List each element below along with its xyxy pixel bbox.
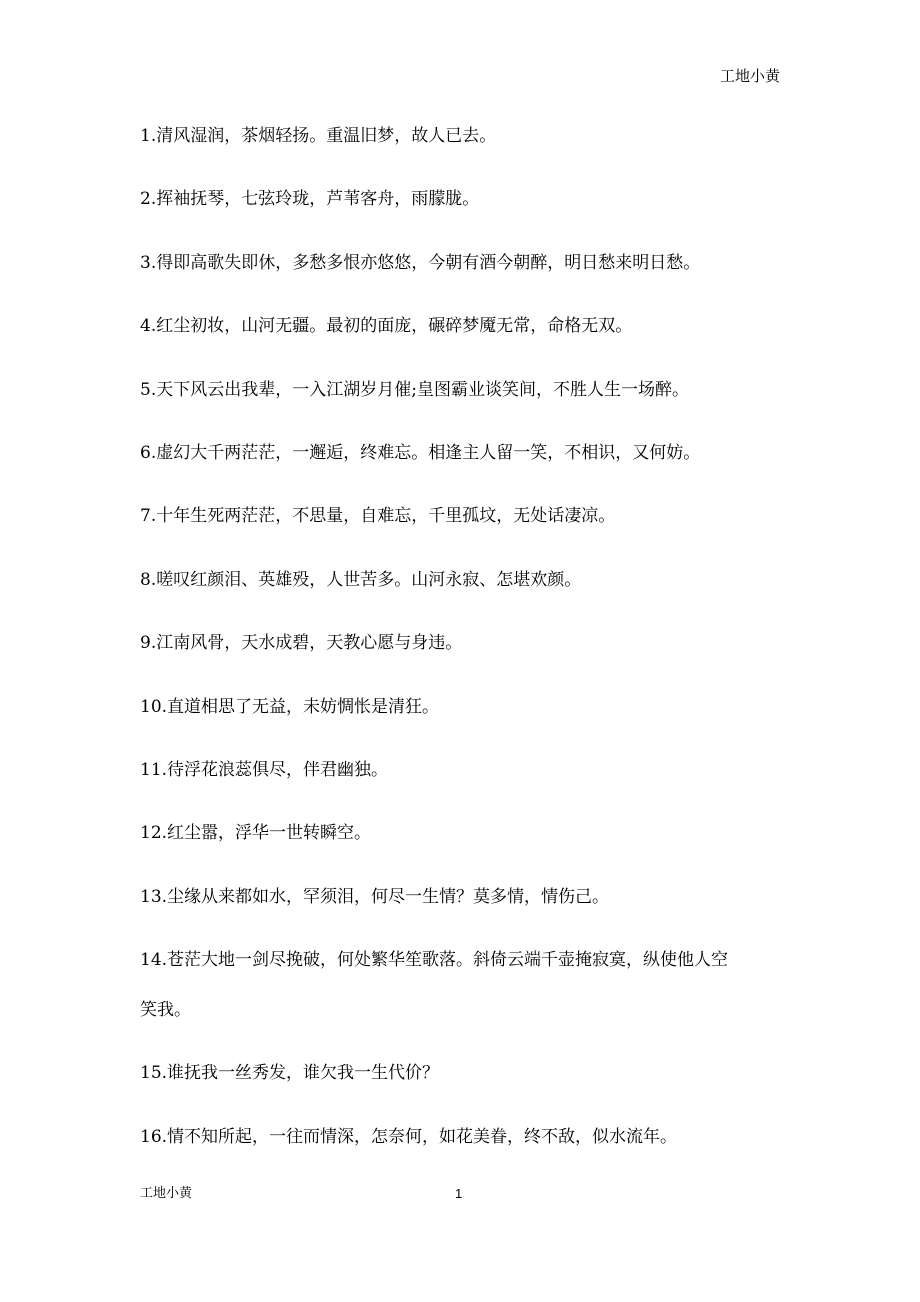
list-item: 9.江南风骨，天水成碧，天教心愿与身违。 bbox=[140, 633, 463, 654]
list-item: 12.红尘嚣，浮华一世转瞬空。 bbox=[140, 823, 372, 844]
list-item: 4.红尘初妆，山河无疆。最初的面庞，碾碎梦魇无常，命格无双。 bbox=[140, 316, 633, 337]
list-item: 3.得即高歌失即休，多愁多恨亦悠悠，今朝有酒今朝醉，明日愁来明日愁。 bbox=[140, 252, 701, 273]
footer-text: 工地小黄 bbox=[140, 1186, 193, 1201]
list-item: 8.嗟叹红颜泪、英雄殁，人世苦多。山河永寂、怎堪欢颜。 bbox=[140, 569, 582, 590]
page-number: 1 bbox=[455, 1186, 463, 1201]
list-item: 15.谁抚我一丝秀发，谁欠我一生代价？ bbox=[140, 1063, 440, 1084]
list-item-wrapped bbox=[140, 947, 785, 1024]
list-item: 2.挥袖抚琴，七弦玲珑，芦苇客舟，雨朦胧。 bbox=[140, 189, 480, 210]
list-item: 1.清风湿润，茶烟轻扬。重温旧梦，故人已去。 bbox=[140, 126, 497, 146]
list-item: 11.待浮花浪蕊俱尽，伴君幽独。 bbox=[140, 759, 389, 780]
list-item: 10.直道相思了无益，未妨惆怅是清狂。 bbox=[140, 696, 440, 717]
page-header: 工地小黄 bbox=[719, 67, 780, 85]
list-item-line-1: 14.苍茫大地一剑尽挽破，何处繁华笙歌落。斜倚云端千壶掩寂寞，纵使他人空 bbox=[140, 950, 729, 971]
list-item: 6.虚幻大千两茫茫，一邂逅，终难忘。相逢主人留一笑，不相识，又何妨。 bbox=[140, 442, 701, 463]
list-item: 16.情不知所起，一往而情深，怎奈何，如花美眷，终不敌，似水流年。 bbox=[140, 1126, 678, 1147]
quote-list bbox=[140, 123, 785, 1187]
list-item-line-2: 笑我。 bbox=[140, 1000, 191, 1021]
list-item: 5.天下风云出我辈，一入江湖岁月催;皇图霸业谈笑间，不胜人生一场醉。 bbox=[140, 379, 689, 400]
list-item: 7.十年生死两茫茫，不思量，自难忘，千里孤坟，无处话凄凉。 bbox=[140, 506, 616, 527]
list-item: 13.尘缘从来都如水，罕须泪，何尽一生情？莫多情，情伤己。 bbox=[140, 886, 610, 907]
